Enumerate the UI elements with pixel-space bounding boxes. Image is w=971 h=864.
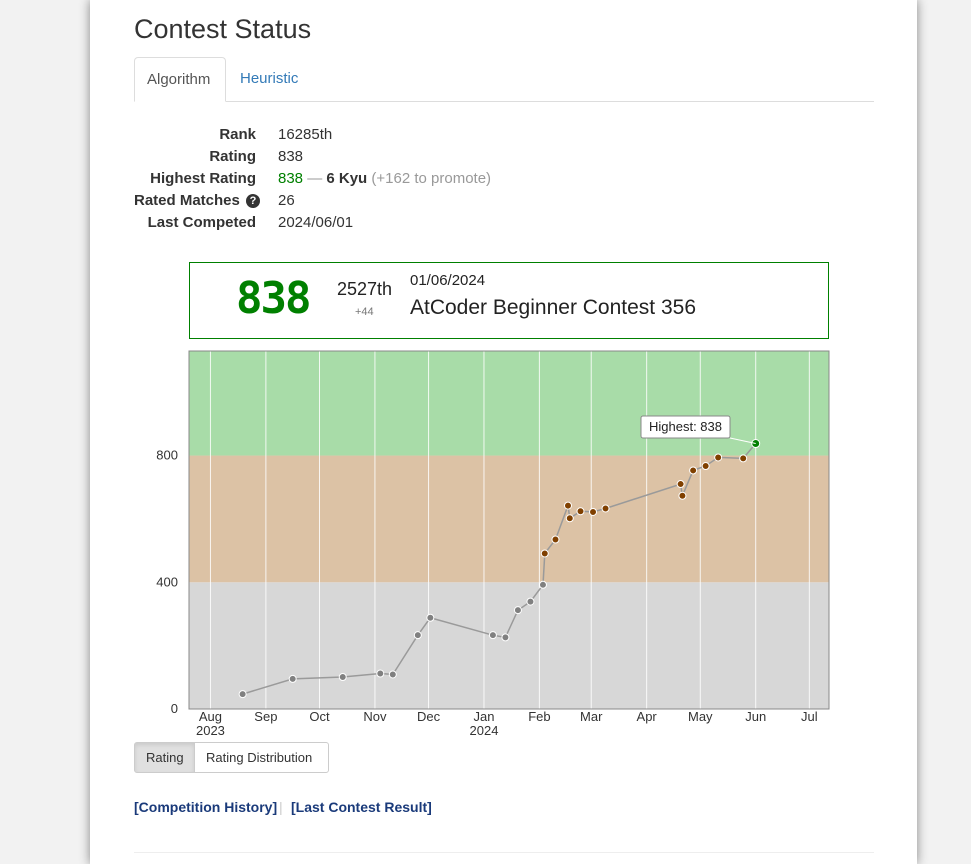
rating-delta: +44	[355, 306, 374, 318]
highest-kyu: 6 Kyu	[326, 170, 368, 187]
x-tick-label: Apr	[636, 709, 657, 724]
data-point	[377, 670, 384, 677]
data-point	[527, 598, 534, 605]
rating-band	[189, 351, 829, 456]
contest-date: 01/06/2024	[410, 272, 486, 289]
rating-band	[189, 582, 829, 709]
x-tick-year-label: 2023	[195, 723, 225, 738]
tab-algorithm[interactable]: Algorithm	[134, 57, 226, 102]
x-tick-label: Jul	[801, 709, 818, 724]
data-point	[427, 614, 434, 621]
rank-label: Rank	[219, 126, 256, 143]
x-tick-label: Sep	[254, 709, 278, 724]
highest-tooltip-label: Highest: 838	[649, 419, 722, 434]
x-tick-label: Jan	[473, 709, 495, 724]
data-point	[514, 607, 521, 614]
rating-label: Rating	[209, 148, 256, 165]
x-tick-label: Dec	[416, 709, 441, 724]
tab-heuristic[interactable]: Heuristic	[240, 70, 299, 87]
data-point	[564, 502, 571, 509]
data-point	[552, 536, 559, 543]
highest-rating-value: 838	[278, 170, 304, 187]
y-tick-label: 0	[170, 701, 178, 716]
highest-rating-label: Highest Rating	[150, 170, 256, 187]
data-point	[239, 691, 246, 698]
x-tick-label: Jun	[745, 709, 767, 724]
rating-distribution-button[interactable]: Rating Distribution	[194, 742, 329, 773]
data-point	[414, 632, 421, 639]
data-point	[679, 492, 686, 499]
data-point	[740, 455, 747, 462]
data-point	[715, 454, 722, 461]
x-tick-label: May	[688, 709, 713, 724]
competition-history-link[interactable]: [Competition History]	[134, 799, 278, 815]
data-point	[577, 508, 584, 515]
page-title: Contest Status	[134, 14, 312, 44]
data-point	[590, 508, 597, 515]
rank-value: 16285th	[278, 126, 333, 143]
y-tick-label: 800	[156, 447, 178, 463]
data-point	[602, 505, 609, 512]
rating-value: 838	[278, 148, 304, 165]
last-contest-result-link[interactable]: [Last Contest Result]	[291, 799, 432, 815]
contest-name: AtCoder Beginner Contest 356	[410, 296, 697, 319]
rated-matches-value: 26	[278, 192, 295, 209]
x-tick-label: Mar	[580, 709, 603, 724]
x-tick-year-label: 2024	[469, 723, 499, 738]
data-point	[690, 467, 697, 474]
rated-matches-label-text: Rated Matches	[134, 192, 240, 209]
data-point	[502, 634, 509, 641]
highest-dash: —	[307, 170, 323, 187]
data-point	[289, 675, 296, 682]
data-point	[539, 581, 546, 588]
data-point	[541, 550, 548, 557]
data-point	[339, 674, 346, 681]
rating-band	[189, 456, 829, 583]
x-tick-label: Feb	[528, 709, 551, 724]
x-tick-label: Oct	[309, 709, 330, 724]
data-point	[702, 463, 709, 470]
promote-note: (+162 to promote)	[371, 170, 492, 187]
data-point	[677, 481, 684, 488]
contest-rating: 838	[236, 273, 310, 324]
rating-button[interactable]: Rating	[134, 742, 195, 773]
data-point	[489, 632, 496, 639]
question-circle-icon[interactable]: ?	[246, 194, 260, 208]
data-point	[389, 671, 396, 678]
data-point	[566, 515, 573, 522]
last-competed-label: Last Competed	[147, 214, 256, 231]
last-competed-value: 2024/06/01	[278, 214, 354, 231]
divider	[134, 852, 874, 853]
x-tick-label: Aug	[198, 709, 223, 724]
link-separator: |	[279, 799, 283, 815]
contest-place: 2527th	[337, 279, 393, 299]
x-tick-label: Nov	[363, 709, 387, 724]
y-tick-label: 400	[156, 574, 178, 590]
